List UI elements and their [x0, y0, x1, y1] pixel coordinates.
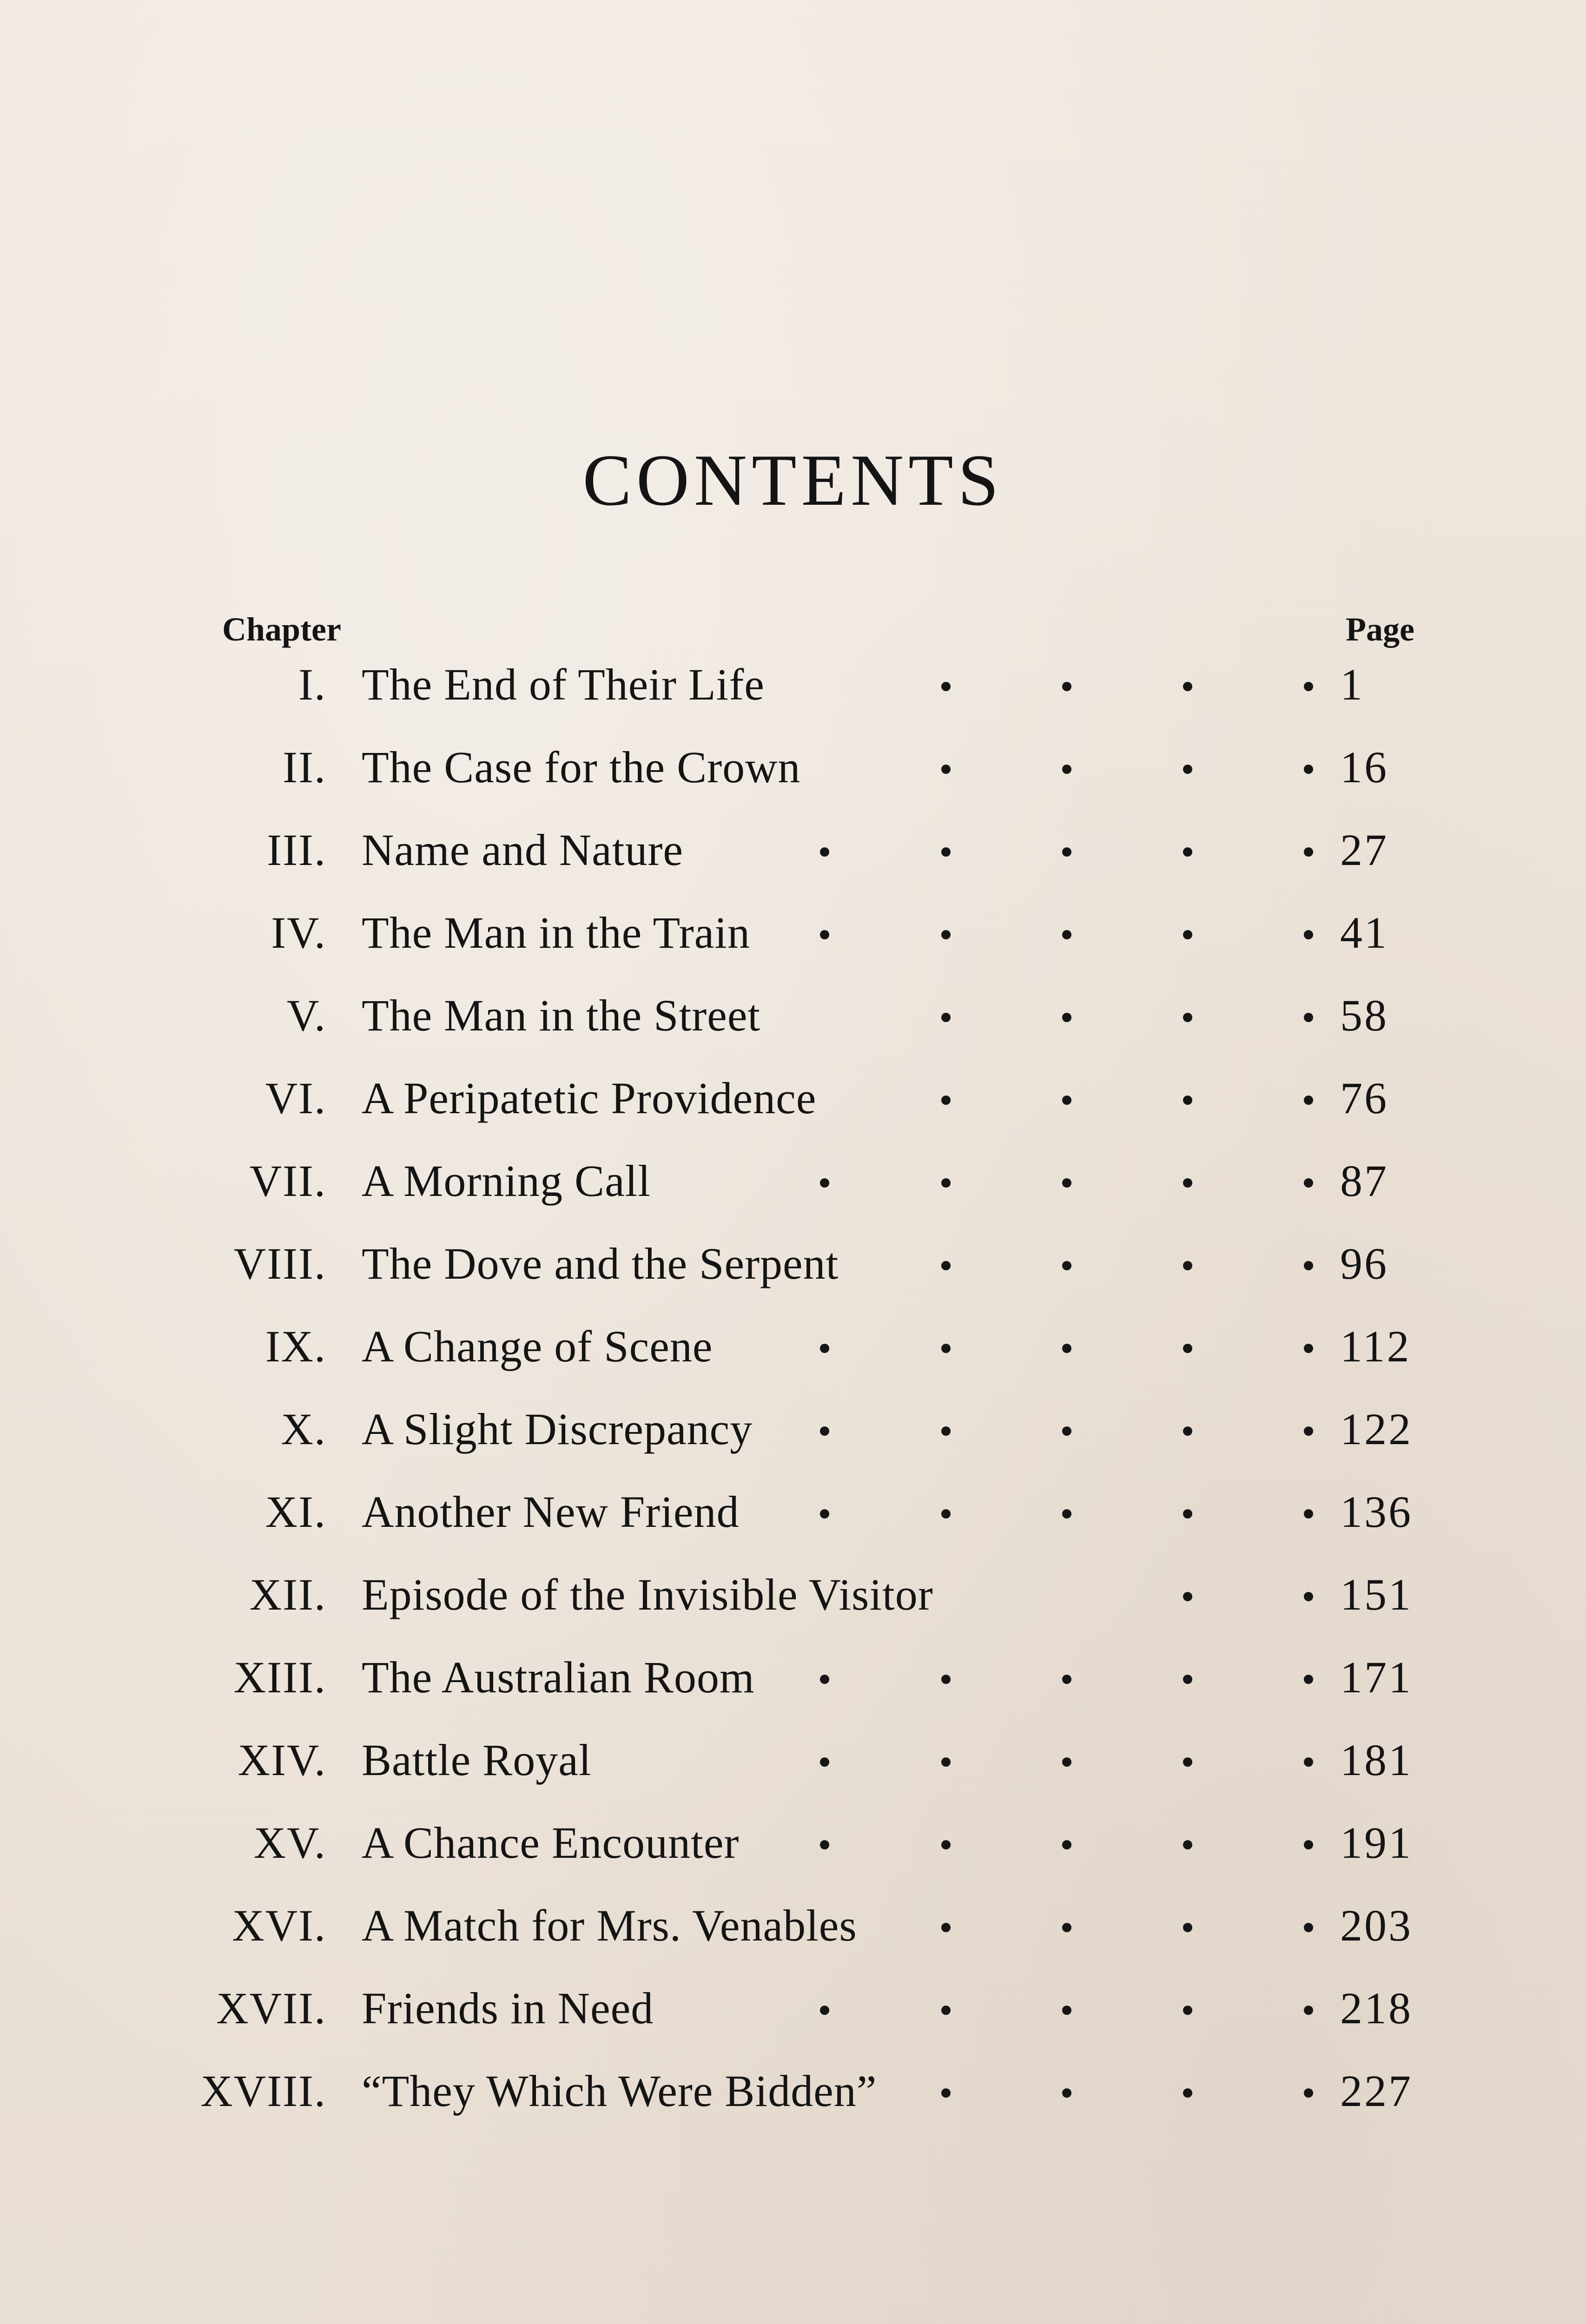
leader-dot — [1062, 1344, 1071, 1353]
leader-dot — [1062, 1013, 1071, 1022]
leader-dot — [1062, 682, 1071, 691]
chapter-title: Another New Friend — [362, 1487, 740, 1537]
leader-dot — [1183, 2006, 1192, 2015]
chapter-number: XV. — [253, 1818, 326, 1868]
leader-dot — [1183, 1675, 1192, 1684]
leader-dot — [941, 1426, 951, 1436]
leader-dot — [941, 2006, 951, 2015]
chapter-number: XI. — [265, 1487, 326, 1537]
chapter-number: III. — [267, 825, 326, 875]
toc-row — [0, 1811, 1586, 1894]
leader-dot — [941, 1757, 951, 1767]
leader-dot — [1304, 1675, 1313, 1684]
page-number: 136 — [1340, 1487, 1413, 1537]
page-number: 122 — [1340, 1404, 1413, 1454]
leader-dot — [1304, 1509, 1313, 1519]
chapter-number: IV. — [271, 908, 326, 957]
leader-dot — [1183, 1509, 1192, 1519]
leader-dot — [1062, 1178, 1071, 1188]
toc-row — [0, 653, 1586, 736]
leader-dot — [941, 1261, 951, 1270]
leader-dot — [1304, 1840, 1313, 1849]
leader-dot — [820, 930, 829, 939]
leader-dot — [1304, 1757, 1313, 1767]
chapter-title: The Man in the Train — [362, 908, 750, 957]
chapter-title: A Change of Scene — [362, 1321, 713, 1371]
leader-dot — [1062, 1923, 1071, 1932]
chapter-title: The Man in the Street — [362, 990, 761, 1040]
toc-row — [0, 1398, 1586, 1480]
page-number: 76 — [1340, 1073, 1388, 1123]
leader-dot — [820, 1509, 829, 1519]
page-number: 27 — [1340, 825, 1388, 875]
leader-dot — [941, 765, 951, 774]
leader-dot — [820, 1426, 829, 1436]
chapter-title: A Chance Encounter — [362, 1818, 740, 1868]
chapter-title: Episode of the Invisible Visitor — [362, 1570, 933, 1619]
leader-dot — [1304, 2006, 1313, 2015]
chapter-title: A Slight Discrepancy — [362, 1404, 753, 1454]
toc-row — [0, 1067, 1586, 1149]
page-number: 58 — [1340, 990, 1388, 1040]
leader-dot — [1304, 1426, 1313, 1436]
page-number: 96 — [1340, 1239, 1388, 1288]
page-number: 218 — [1340, 1983, 1413, 2033]
leader-dot — [941, 1675, 951, 1684]
leader-dot — [1304, 1261, 1313, 1270]
leader-dot — [1183, 847, 1192, 857]
leader-dot — [941, 1178, 951, 1188]
chapter-title: The Case for the Crown — [362, 742, 801, 792]
page-number: 112 — [1340, 1321, 1411, 1371]
chapter-title: A Peripatetic Providence — [362, 1073, 817, 1123]
leader-dot — [1183, 2088, 1192, 2098]
chapter-number: V. — [287, 990, 326, 1040]
chapter-number: VI. — [265, 1073, 326, 1123]
leader-dot — [1304, 682, 1313, 691]
leader-dot — [820, 847, 829, 857]
chapter-number: XIII. — [233, 1652, 326, 1702]
leader-dot — [1062, 2088, 1071, 2098]
page-column-header: Page — [1346, 611, 1414, 648]
chapter-number: XVII. — [216, 1983, 326, 2033]
leader-dot — [1304, 930, 1313, 939]
leader-dot — [941, 1509, 951, 1519]
chapter-title: A Match for Mrs. Venables — [362, 1901, 857, 1950]
leader-dot — [1062, 765, 1071, 774]
leader-dot — [1062, 1096, 1071, 1105]
page-number: 41 — [1340, 908, 1388, 957]
leader-dot — [1062, 1757, 1071, 1767]
leader-dot — [1304, 1344, 1313, 1353]
chapter-title: “They Which Were Bidden” — [362, 2066, 877, 2116]
leader-dot — [1183, 1757, 1192, 1767]
leader-dot — [1183, 1261, 1192, 1270]
chapter-title: The Australian Room — [362, 1652, 755, 1702]
toc-row — [0, 1563, 1586, 1646]
leader-dot — [820, 1840, 829, 1849]
chapter-title: The End of Their Life — [362, 660, 765, 709]
leader-dot — [1183, 1426, 1192, 1436]
leader-dot — [1183, 1178, 1192, 1188]
leader-dot — [941, 847, 951, 857]
toc-row — [0, 736, 1586, 819]
leader-dot — [1062, 1675, 1071, 1684]
toc-row — [0, 1894, 1586, 1977]
page-number: 191 — [1340, 1818, 1413, 1868]
leader-dot — [1304, 2088, 1313, 2098]
chapter-number: VIII. — [233, 1239, 326, 1288]
leader-dot — [1062, 1509, 1071, 1519]
leader-dot — [941, 1344, 951, 1353]
chapter-title: The Dove and the Serpent — [362, 1239, 839, 1288]
leader-dot — [941, 682, 951, 691]
chapter-number: II. — [283, 742, 326, 792]
leader-dot — [1183, 1096, 1192, 1105]
toc-row — [0, 984, 1586, 1067]
leader-dot — [1062, 930, 1071, 939]
toc-row — [0, 1315, 1586, 1398]
leader-dot — [1304, 847, 1313, 857]
leader-dot — [1062, 847, 1071, 857]
page-number: 203 — [1340, 1901, 1413, 1950]
toc-row — [0, 2060, 1586, 2142]
leader-dot — [1183, 1923, 1192, 1932]
leader-dot — [1062, 1426, 1071, 1436]
chapter-number: IX. — [265, 1321, 326, 1371]
leader-dot — [941, 930, 951, 939]
leader-dot — [1304, 765, 1313, 774]
leader-dot — [1304, 1178, 1313, 1188]
toc-row — [0, 1480, 1586, 1563]
leader-dot — [1062, 1840, 1071, 1849]
page-number: 181 — [1340, 1735, 1413, 1785]
chapter-number: I. — [298, 660, 326, 709]
page-number: 1 — [1340, 660, 1364, 709]
toc-row — [0, 1149, 1586, 1232]
leader-dot — [1183, 1013, 1192, 1022]
chapter-title: Friends in Need — [362, 1983, 654, 2033]
chapter-number: XVIII. — [200, 2066, 326, 2116]
leader-dot — [1304, 1923, 1313, 1932]
page-number: 16 — [1340, 742, 1388, 792]
leader-dot — [1183, 1344, 1192, 1353]
leader-dot — [1062, 2006, 1071, 2015]
toc-row — [0, 1977, 1586, 2060]
page-number: 171 — [1340, 1652, 1413, 1702]
leader-dot — [1304, 1013, 1313, 1022]
leader-dot — [1304, 1592, 1313, 1601]
leader-dot — [1062, 1261, 1071, 1270]
toc-row — [0, 901, 1586, 984]
leader-dot — [1183, 765, 1192, 774]
leader-dot — [1183, 1840, 1192, 1849]
leader-dot — [820, 1178, 829, 1188]
toc-row — [0, 1646, 1586, 1729]
chapter-number: X. — [281, 1404, 326, 1454]
leader-dot — [941, 2088, 951, 2098]
chapter-title: A Morning Call — [362, 1156, 651, 1206]
contents-heading: CONTENTS — [582, 440, 1004, 521]
chapter-title: Battle Royal — [362, 1735, 592, 1785]
leader-dot — [1183, 1592, 1192, 1601]
toc-row — [0, 819, 1586, 901]
leader-dot — [941, 1840, 951, 1849]
leader-dot — [1183, 930, 1192, 939]
chapter-number: XIV. — [238, 1735, 326, 1785]
chapter-number: XII. — [249, 1570, 326, 1619]
leader-dot — [820, 2006, 829, 2015]
leader-dot — [941, 1096, 951, 1105]
page-number: 227 — [1340, 2066, 1413, 2116]
leader-dot — [1304, 1096, 1313, 1105]
chapter-title: Name and Nature — [362, 825, 684, 875]
chapter-number: VII. — [249, 1156, 326, 1206]
page-number: 87 — [1340, 1156, 1388, 1206]
leader-dot — [820, 1757, 829, 1767]
leader-dot — [820, 1675, 829, 1684]
page-number: 151 — [1340, 1570, 1413, 1619]
leader-dot — [941, 1923, 951, 1932]
leader-dot — [1183, 682, 1192, 691]
leader-dot — [820, 1344, 829, 1353]
chapter-column-header: Chapter — [222, 611, 341, 648]
toc-row — [0, 1232, 1586, 1315]
chapter-number: XVI. — [232, 1901, 326, 1950]
leader-dot — [941, 1013, 951, 1022]
toc-row — [0, 1729, 1586, 1811]
